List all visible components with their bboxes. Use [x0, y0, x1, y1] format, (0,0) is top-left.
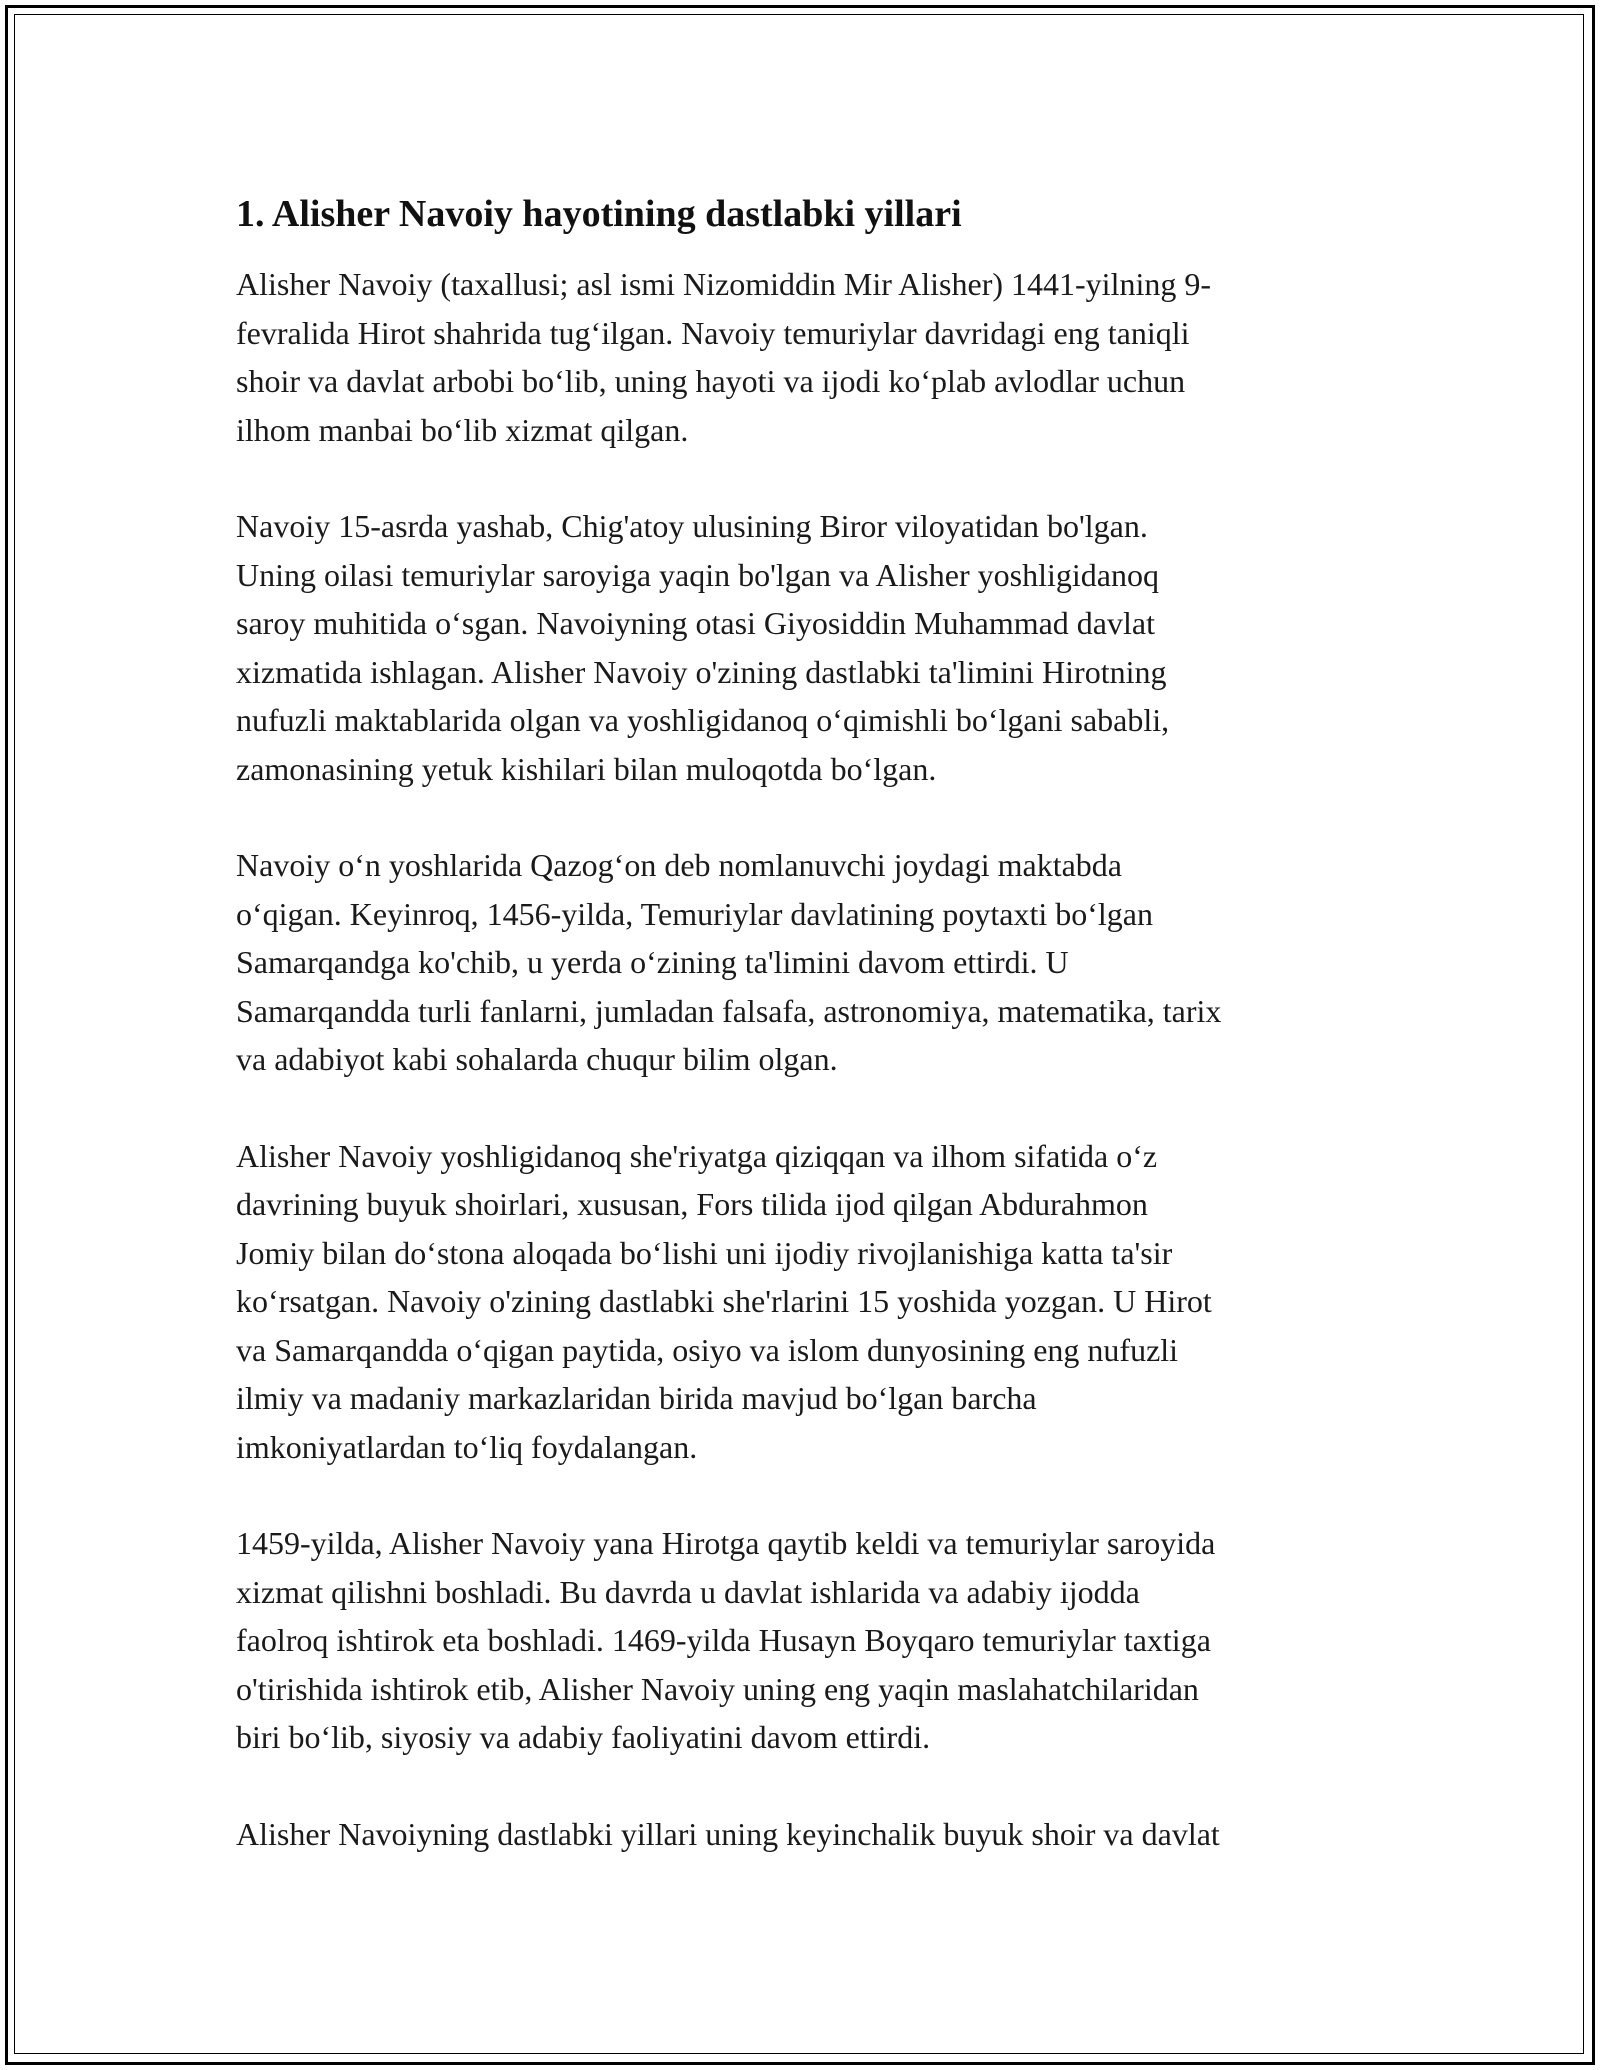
paragraph-2 [236, 502, 1376, 793]
paragraph-container [236, 260, 1376, 1858]
text-line: ilhom manbai bo‘lib xizmat qilgan. [236, 411, 689, 448]
text-line: davrining buyuk shoirlari, xususan, Fors tilida ijod qilgan Abdurahmon [236, 1186, 1148, 1222]
text-line: nufuzli maktablarida olgan va yoshligidanoq o‘qimishli bo‘lgani sababli, [236, 702, 1170, 738]
text-line: Navoiy o‘n yoshlarida Qazog‘on deb nomlanuvchi joydagi maktabda [236, 847, 1122, 883]
text-line: Uning oilasi temuriylar saroyiga yaqin bo'lgan va Alisher yoshligidanoq [236, 556, 1159, 593]
text-line: Alisher Navoiy yoshligidanoq she'riyatga qiziqqan va ilhom sifatida o‘z [236, 1137, 1158, 1174]
paragraph-5 [236, 1519, 1376, 1762]
paragraph-3 [236, 841, 1376, 1084]
text-line: o‘qigan. Keyinroq, 1456-yilda, Temuriylar davlatining poytaxti bo‘lgan [236, 895, 1153, 932]
text-line: xizmat qilishni boshladi. Bu davrda u davlat ishlarida va adabiy ijodda [236, 1573, 1140, 1610]
text-line: zamonasining yetuk kishilari bilan muloqotda bo‘lgan. [236, 750, 937, 787]
text-line: Navoiy 15-asrda yashab, Chig'atoy ulusining Biror viloyatidan bo'lgan. [236, 508, 1148, 544]
text-line: Alisher Navoiy (taxallusi; asl ismi Nizomiddin Mir Alisher) 1441-yilning 9- [236, 266, 1211, 302]
text-line: saroy muhitida o‘sgan. Navoiyning otasi Giyosiddin Muhammad davlat [236, 605, 1155, 641]
text-line: o'tirishida ishtirok etib, Alisher Navoiy uning eng yaqin maslahatchilaridan [236, 1670, 1199, 1707]
text-line: shoir va davlat arbobi bo‘lib, uning hayoti va ijodi ko‘plab avlodlar uchun [236, 363, 1186, 399]
text-line: ko‘rsatgan. Navoiy o'zining dastlabki she'rlarini 15 yoshida yozgan. U Hirot [236, 1283, 1212, 1319]
text-line: Samarqandga ko'chib, u yerda o‘zining ta'limini davom ettirdi. U [236, 944, 1069, 980]
text-line: xizmatida ishlagan. Alisher Navoiy o'zining dastlabki ta'limini Hirotning [236, 653, 1167, 690]
paragraph-4 [236, 1132, 1376, 1472]
text-line: Samarqandda turli fanlarni, jumladan falsafa, astronomiya, matematika, tarix [236, 992, 1222, 1029]
text-line: fevralida Hirot shahrida tug‘ilgan. Navoiy temuriylar davridagi eng taniqli [236, 314, 1190, 351]
text-line: va adabiyot kabi sohalarda chuqur bilim olgan. [236, 1041, 838, 1077]
section-heading: 1. Alisher Navoiy hayotining dastlabki yillari [236, 193, 962, 235]
text-line: imkoniyatlardan to‘liq foydalangan. [236, 1428, 698, 1465]
paragraph-6 [236, 1810, 1376, 1859]
text-line: Alisher Navoiyning dastlabki yillari uning keyinchalik buyuk shoir va davlat [236, 1815, 1220, 1852]
text-line: va Samarqandda o‘qigan paytida, osiyo va islom dunyosining eng nufuzli [236, 1331, 1179, 1368]
text-line: faolroq ishtirok eta boshladi. 1469-yilda Husayn Boyqaro temuriylar taxtiga [236, 1622, 1211, 1658]
text-line: biri bo‘lib, siyosiy va adabiy faoliyatini davom ettirdi. [236, 1719, 931, 1755]
text-line: ilmiy va madaniy markazlaridan birida mavjud bo‘lgan barcha [236, 1380, 1037, 1416]
text-line: Jomiy bilan do‘stona aloqada bo‘lishi uni ijodiy rivojlanishiga katta ta'sir [236, 1234, 1173, 1271]
document-body [236, 190, 1376, 1906]
paragraph-1 [236, 260, 1376, 454]
text-line: 1459-yilda, Alisher Navoiy yana Hirotga qaytib keldi va temuriylar saroyida [236, 1525, 1216, 1561]
